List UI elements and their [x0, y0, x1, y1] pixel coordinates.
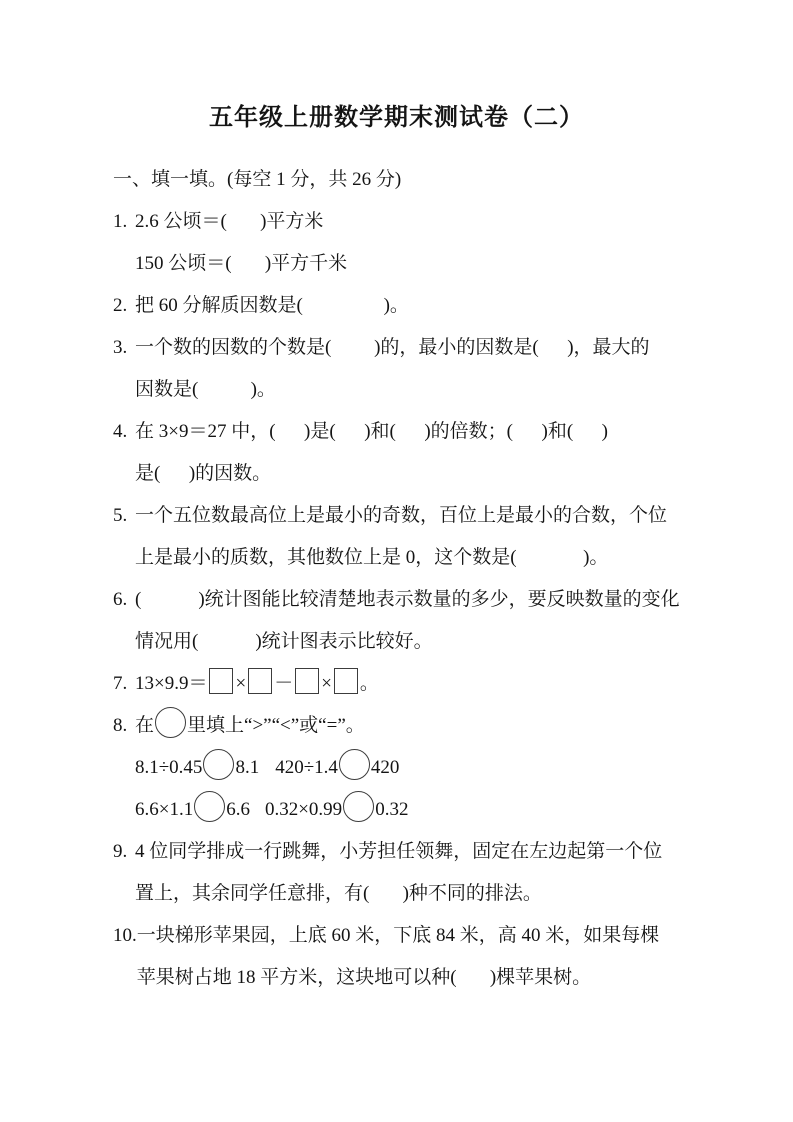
- question-line: 一个五位数最高位上是最小的奇数，百位上是最小的合数，个位: [135, 505, 668, 526]
- comparison-right: 8.1: [235, 757, 260, 778]
- comparison-right: 0.32: [375, 799, 409, 820]
- question-body: [135, 705, 733, 831]
- paper-content: [113, 159, 733, 999]
- question-number: 6.: [113, 589, 128, 610]
- question-body: [135, 285, 733, 327]
- comparison-left: 0.32×0.99: [264, 799, 343, 820]
- question-7: [113, 663, 733, 705]
- page-title: 五年级上册数学期末测试卷（二）: [209, 104, 584, 131]
- question-body: [135, 579, 733, 663]
- question-body: [135, 327, 733, 411]
- blank-box-icon: [209, 668, 233, 694]
- text-after-circle: 里填上“>”“<”或“=”。: [187, 715, 365, 736]
- question-body: [135, 495, 733, 579]
- question-line: [135, 705, 733, 747]
- question-number: 3.: [113, 337, 128, 358]
- question-5: [113, 495, 733, 579]
- operator: ×: [235, 673, 247, 694]
- question-number: 7.: [113, 673, 128, 694]
- comparison-item: [135, 757, 259, 778]
- comparison-row: [135, 789, 733, 831]
- blank-box-icon: [248, 668, 272, 694]
- question-line: 把 60 分解质因数是( )。: [135, 295, 409, 316]
- question-number: 9.: [113, 841, 128, 862]
- question-body: [135, 411, 733, 495]
- comparison-left: 420÷1.4: [275, 757, 338, 778]
- answer-circle-icon: [339, 749, 370, 780]
- question-number: 10.: [113, 925, 137, 946]
- question-10: [113, 915, 733, 999]
- comparison-left: 8.1÷0.45: [135, 757, 203, 778]
- question-2: [113, 285, 733, 327]
- question-4: [113, 411, 733, 495]
- blank-box-icon: [334, 668, 358, 694]
- question-line: 情况用( )统计图表示比较好。: [135, 631, 433, 652]
- operator: －: [274, 673, 294, 694]
- question-line: 一个数的因数的个数是( )的，最小的因数是( )，最大的: [135, 337, 650, 358]
- comparison-item: [135, 799, 250, 820]
- operator: ×: [321, 673, 332, 694]
- question-line: 在 3×9＝27 中，( )是( )和( )的倍数；( )和( ): [135, 421, 608, 442]
- question-line: 置上，其余同学任意排，有( )种不同的排法。: [135, 883, 542, 904]
- question-1: [113, 201, 733, 285]
- question-line-formula: [135, 663, 733, 705]
- blank-box-icon: [295, 668, 319, 694]
- answer-circle-icon: [203, 749, 234, 780]
- question-8: [113, 705, 733, 831]
- question-6: [113, 579, 733, 663]
- question-line: 因数是( )。: [135, 379, 276, 400]
- section-heading: 一、填一填。(每空 1 分，共 26 分): [113, 169, 402, 190]
- question-number: 1.: [113, 211, 128, 232]
- answer-circle-icon: [194, 791, 225, 822]
- comparison-right: 6.6: [226, 799, 250, 820]
- question-line: 2.6 公顷＝( )平方米: [135, 211, 324, 232]
- comparison-item: [265, 799, 408, 820]
- comparison-row: [135, 747, 733, 789]
- question-number: 2.: [113, 295, 128, 316]
- question-line: 苹果树占地 18 平方米，这块地可以种( )棵苹果树。: [136, 967, 592, 988]
- comparison-left: 6.6×1.1: [135, 799, 194, 820]
- question-body: [137, 915, 733, 999]
- comparison-item: [275, 757, 399, 778]
- question-body: [135, 663, 733, 705]
- formula-prefix: 13×9.9＝: [135, 673, 208, 694]
- question-number: 8.: [113, 715, 128, 736]
- question-line: 是( )的因数。: [135, 463, 272, 484]
- question-number: 5.: [113, 505, 128, 526]
- question-line: 4 位同学排成一行跳舞，小芳担任领舞，固定在左边起第一个位: [135, 841, 663, 862]
- text-before-circle: 在: [135, 715, 155, 736]
- question-body: [135, 201, 733, 285]
- question-3: [113, 327, 733, 411]
- question-line: 一块梯形苹果园，上底 60 米，下底 84 米，高 40 米，如果每棵: [136, 925, 660, 946]
- question-line: ( )统计图能比较清楚地表示数量的多少，要反映数量的变化: [135, 589, 680, 610]
- question-number: 4.: [113, 421, 128, 442]
- question-line: 上是最小的质数，其他数位上是 0，这个数是( )。: [135, 547, 609, 568]
- answer-circle-icon: [343, 791, 374, 822]
- sentence-period: 。: [359, 673, 379, 694]
- question-line: 150 公顷＝( )平方千米: [135, 253, 348, 274]
- question-9: [113, 831, 733, 915]
- comparison-right: 420: [370, 757, 400, 778]
- answer-circle-icon: [155, 707, 186, 738]
- question-body: [135, 831, 733, 915]
